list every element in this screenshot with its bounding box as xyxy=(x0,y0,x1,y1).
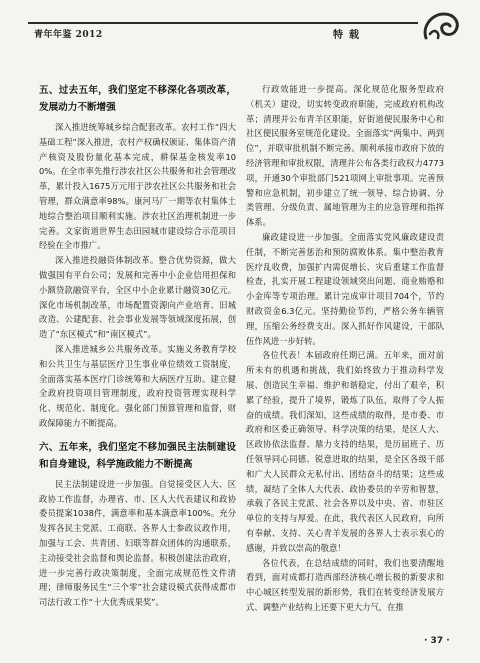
page-number: · 37 · xyxy=(424,636,450,646)
paragraph: 深入推进统筹城乡综合配套改革。农村工作“四大基础工程”深入推进，农村产权确权颁证、集体资产清产核资及股份量化基本完成，耕保基金核发率100%。在全市率先推行涉农社区公共服务和社会管理改革，累计投入1675万元用于涉农社区公共服务和社会管理，群众满意率98%。康河马厂一期等农村集体土地综合整治项目顺利实施。涉农社区治理机制进一步完善。文家街道世界生态田园城市建设综合示范项目经验在全市推广。 xyxy=(39,122,236,251)
paragraph: 行政效能进一步提高。深化规范化服务型政府（机关）建设，切实转变政府职能，完成政府机构改革；清理并公布青羊区职能，好街道便民服务中心和社区便民服务室规范化建设。全面落实“两集中、两到位”，并联审批机制不断完善。顺利承接市政府下放的经济管理和审批权限，清理并公布各类行政权力4773项，开通30个审批部门521项网上审批事项。完善预警和应急机制，初步建立了统一领导、综合协调、分类管理、分级负责、属地管理为主的应急管理和指挥体系。 xyxy=(246,84,444,228)
section-heading-5: 五、过去五年，我们坚定不移深化各项改革，发展动力不断增强 xyxy=(39,85,236,113)
paragraph: 深入推进城乡公共服务改革。实施义务教育学校和公共卫生与基层医疗卫生事业单位绩效工资制度，全面落实基本医疗门诊统筹和大病医疗互助。建立健全政府投资项目管理制度，政府投资管理实现科学化、规范化、制度化。强化部门预算管理和监督，财政保障能力不断提高。 xyxy=(39,343,236,428)
left-column xyxy=(39,82,236,610)
section-tag: 特载 xyxy=(333,30,365,41)
page-header xyxy=(0,0,480,42)
right-column xyxy=(246,82,444,615)
section-heading-6: 六、五年来，我们坚定不移加强民主法制建设和自身建设，科学施政能力不断提高 xyxy=(39,441,236,470)
paragraph: 廉政建设进一步加强。全面落实党风廉政建设责任制，不断完善惩治和预防腐败体系。集中整治教育医疗乱收费，加强扩内需促增长、灾后重建工作监督检查，扎实开展工程建设领域突出问题、商业贿赂和小金库等专项治理。累计完成审计项目704个，节约财政资金6.3亿元。坚持勤俭节约，严格公务车辆管理，压缩公务经费支出。深入抓好作风建设，干部队伍作风进一步好转。 xyxy=(246,231,444,346)
paragraph: 各位代表！本届政府任期已满。五年来，面对前所未有的机遇和挑战，我们始终致力于推动科学发展、创造民生幸福、维护和谐稳定，付出了艰辛，积累了经验，提升了境界，锻炼了队伍，取得了令人振奋的成绩。我们深知，这些成绩的取得，是市委、市政府和区委正确领导、科学决策的结果，是区人大、区政协依法监督、鼎力支持的结果，是历届班子、历任领导同心同德、锐意进取的结果，是全区各级干部和广大人民群众无私付出、团结奋斗的结果；这些成绩，凝结了全体人大代表、政协委员的辛劳和智慧，承载了各民主党派、社会各界以及中央、省、市驻区单位的支持与厚爱。在此，我代表区人民政府，向所有奉献、支持、关心青羊发展的各界人士表示衷心的感谢，并致以崇高的敬意！ xyxy=(246,350,444,553)
paragraph: 民主法制建设进一步加强。自觉接受区人大、区政协工作监督，办理省、市、区人大代表建议和政协委员提案1038件，满意率和基本满意率100%。充分发挥各民主党派、工商联、各界人士参政议政作用，加强与工会、共青团、妇联等群众团体的沟通联系，主动接受社会监督和舆论监督。积极创建法治政府，进一步完善行政决策制度，全面完成规范性文件清理；律师服务民生“三个零”社会建设模式获得成都市司法行政工作“十大优秀成果奖”。 xyxy=(39,478,236,608)
paragraph: 深入推进投融资体制改革。整合优势资源，做大做强国有平台公司；发展和完善中小企业信用担保和小额贷款融资平台，全区中小企业累计融资30亿元。深化市场机制改革，市场配置资源向产业培育、旧城改造、公建配套、社会事业发展等领域深度拓展，创造了“东区模式”和“南区模式”。 xyxy=(39,255,236,340)
yearbook-title: 青年年鉴 2012 xyxy=(34,30,103,40)
paragraph: 各位代表，在总结成绩的同时，我们也要清醒地看到，面对成都打造西部经济核心增长极的新要求和中心城区转型发展的新形势，我们在转变经济发展方式、调整产业结构上还要下更大力气，在推 xyxy=(246,557,444,612)
decorative-logo-icon xyxy=(420,8,462,44)
